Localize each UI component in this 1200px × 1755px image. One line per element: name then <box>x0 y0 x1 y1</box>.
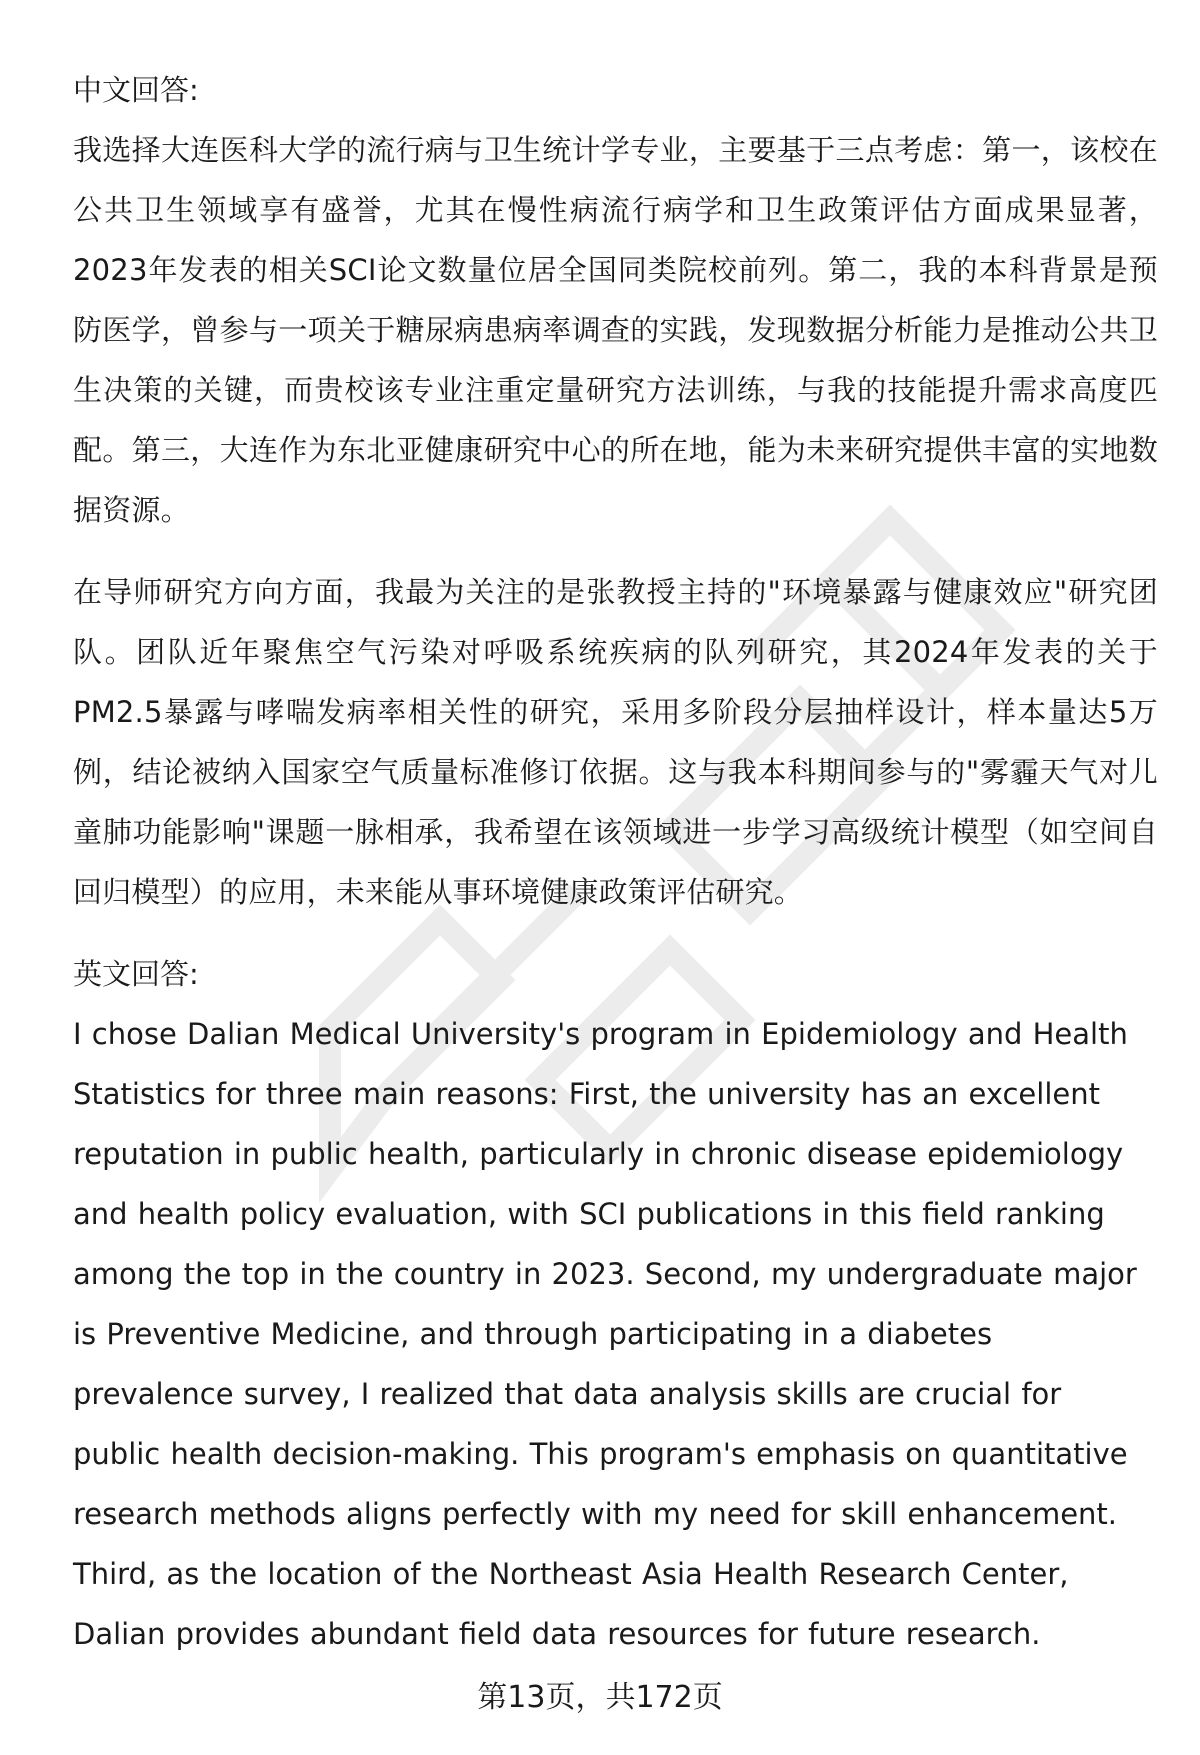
document-content <box>73 60 1158 1664</box>
page-number-footer: 第13页，共172页 <box>477 1680 723 1715</box>
english-answer-paragraph-1: I chose Dalian Medical University's program in Epidemiology and Health Statistics for three main reasons: First, the university has an excellent reputation in public health, particularly in chronic disease epidemiology and health policy evaluation, with SCI publications in this field ranking among the top in the country in 2023. Second, my undergraduate major is Preventive Medicine, and through participating in a diabetes prevalence survey, I realized that data analysis skills are crucial for public health decision-making. This program's emphasis on quantitative research methods aligns perfectly with my need for skill enhancement. Third, as the location of the Northeast Asia Health Research Center, Dalian provides abundant field data resources for future research. <box>73 1017 1137 1651</box>
chinese-answer-paragraph-1: 我选择大连医科大学的流行病与卫生统计学专业，主要基于三点考虑：第一，该校在公共卫生领域享有盛誉，尤其在慢性病流行病学和卫生政策评估方面成果显著，2023年发表的相关SCI论文数量位居全国同类院校前列。第二，我的本科背景是预防医学，曾参与一项关于糖尿病患病率调查的实践，发现数据分析能力是推动公共卫生决策的关键，而贵校该专业注重定量研究方法训练，与我的技能提升需求高度匹配。第三，大连作为东北亚健康研究中心的所在地，能为未来研究提供丰富的实地数据资源。 <box>73 133 1158 527</box>
chinese-answer-heading: 中文回答: <box>73 73 199 107</box>
chinese-answer-paragraph-2: 在导师研究方向方面，我最为关注的是张教授主持的"环境暴露与健康效应"研究团队。团队近年聚焦空气污染对呼吸系统疾病的队列研究，其2024年发表的关于PM2.5暴露与哮喘发病率相关性的研究，采用多阶段分层抽样设计，样本量达5万例，结论被纳入国家空气质量标准修订依据。这与我本科期间参与的"雾霾天气对儿童肺功能影响"课题一脉相承，我希望在该领域进一步学习高级统计模型（如空间自回归模型）的应用，未来能从事环境健康政策评估研究。 <box>73 575 1158 909</box>
english-answer-heading: 英文回答: <box>73 957 199 991</box>
